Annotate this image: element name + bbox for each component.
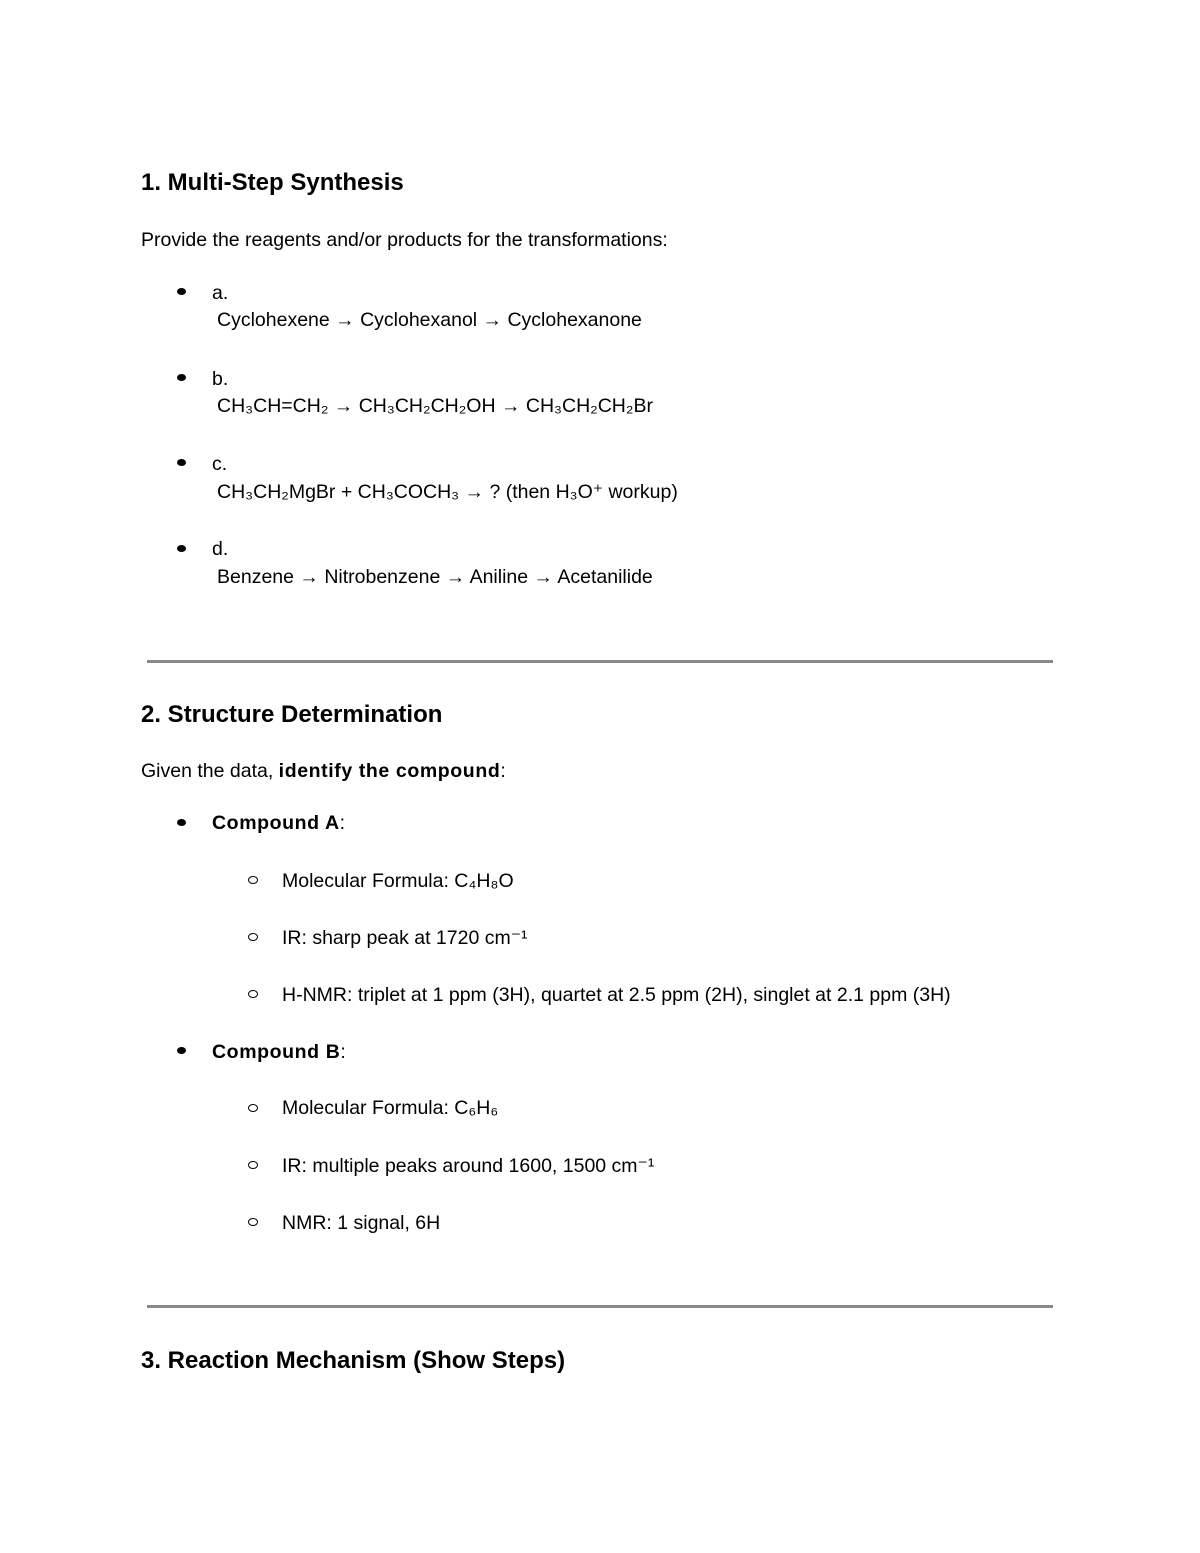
- item-text: CH₃CH=CH₂ → CH₃CH₂CH₂OH → CH₃CH₂CH₂Br: [217, 395, 653, 417]
- bullet-disc-icon: [177, 288, 186, 295]
- item-label: c.: [212, 453, 228, 475]
- compound-title: Compound B:: [212, 1041, 346, 1063]
- item-text: CH₃CH₂MgBr + CH₃COCH₃ → ? (then H₃O⁺ workup): [217, 481, 678, 503]
- bullet-circle-icon: [248, 990, 258, 998]
- bullet-circle-icon: [248, 1161, 258, 1169]
- horizontal-divider: [147, 660, 1053, 663]
- bullet-circle-icon: [248, 1104, 258, 1112]
- section-3-heading: 3. Reaction Mechanism (Show Steps): [141, 1347, 566, 1374]
- item-label: a.: [212, 282, 229, 304]
- compound-detail: NMR: 1 signal, 6H: [282, 1212, 441, 1234]
- compound-detail: H-NMR: triplet at 1 ppm (3H), quartet at 2.5 ppm (2H), singlet at 2.1 ppm (3H): [282, 984, 951, 1006]
- compound-detail: IR: sharp peak at 1720 cm⁻¹: [282, 927, 528, 949]
- section-1-intro: Provide the reagents and/or products for the transformations:: [141, 229, 668, 251]
- bullet-circle-icon: [248, 933, 258, 941]
- item-label: d.: [212, 538, 229, 560]
- bullet-disc-icon: [177, 819, 186, 826]
- bullet-disc-icon: [177, 459, 186, 466]
- horizontal-divider: [147, 1305, 1053, 1308]
- section-1-heading: 1. Multi-Step Synthesis: [141, 169, 404, 196]
- compound-title: Compound A:: [212, 812, 346, 834]
- item-label: b.: [212, 368, 229, 390]
- section-2-heading: 2. Structure Determination: [141, 701, 443, 728]
- bullet-disc-icon: [177, 374, 186, 381]
- section-2-intro: Given the data, identify the compound:: [141, 760, 506, 782]
- bullet-circle-icon: [248, 1218, 258, 1226]
- item-text: Benzene → Nitrobenzene → Aniline → Acetanilide: [217, 566, 653, 588]
- bullet-disc-icon: [177, 545, 186, 552]
- bullet-disc-icon: [177, 1047, 186, 1054]
- bullet-circle-icon: [248, 876, 258, 884]
- compound-detail: Molecular Formula: C₆H₆: [282, 1097, 499, 1119]
- compound-detail: Molecular Formula: C₄H₈O: [282, 870, 514, 892]
- compound-detail: IR: multiple peaks around 1600, 1500 cm⁻¹: [282, 1155, 655, 1177]
- item-text: Cyclohexene → Cyclohexanol → Cyclohexanone: [217, 309, 642, 331]
